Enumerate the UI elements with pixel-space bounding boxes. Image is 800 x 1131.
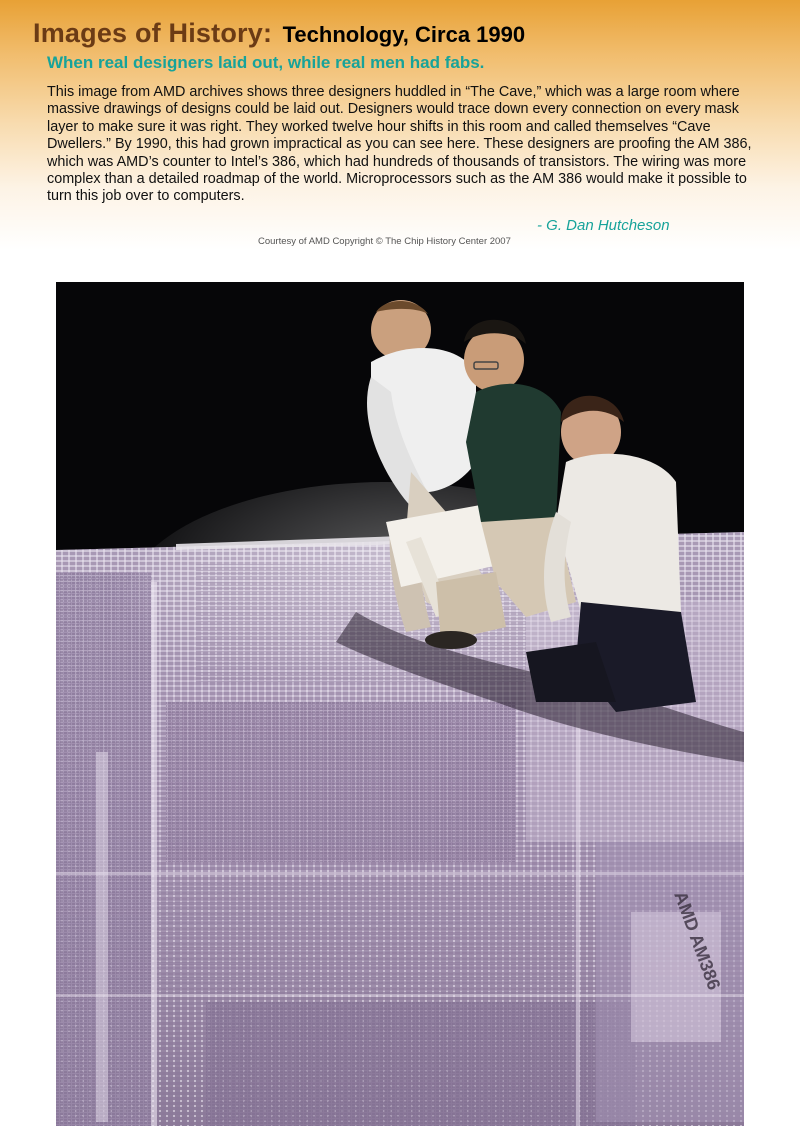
copyright-credit: Courtesy of AMD Copyright © The Chip History Center 2007 [258, 236, 511, 247]
author-signature: - G. Dan Hutcheson [537, 217, 670, 234]
page-title: Technology, Circa 1990 [282, 22, 526, 47]
subtitle: When real designers laid out, while real men had fabs. [47, 53, 485, 72]
description-paragraph: This image from AMD archives shows three designers huddled in “The Cave,” which was a large room where massive drawings of designs could be laid out. Designers would trace down every connection on every mask layer to make sure it was right. They worked twelve hour shifts in this room and called themselves “Cave Dwellers.” By 1990, this had grown impractical as you can see here. These designers are proofing the AM 386, which was AMD’s counter to Intel’s 386, which had hundreds of thousands of transistors. The wiring was more complex than a detailed roadmap of the world. Microprocessors such as the AM 386 would make it possible to turn this job over to computers. [47, 84, 752, 205]
title-row [33, 18, 525, 49]
chip-label: AMD AM386 [670, 888, 725, 993]
historical-photo [56, 282, 744, 1126]
series-title: Images of History: [33, 18, 273, 48]
photo-illustration [56, 282, 744, 1126]
